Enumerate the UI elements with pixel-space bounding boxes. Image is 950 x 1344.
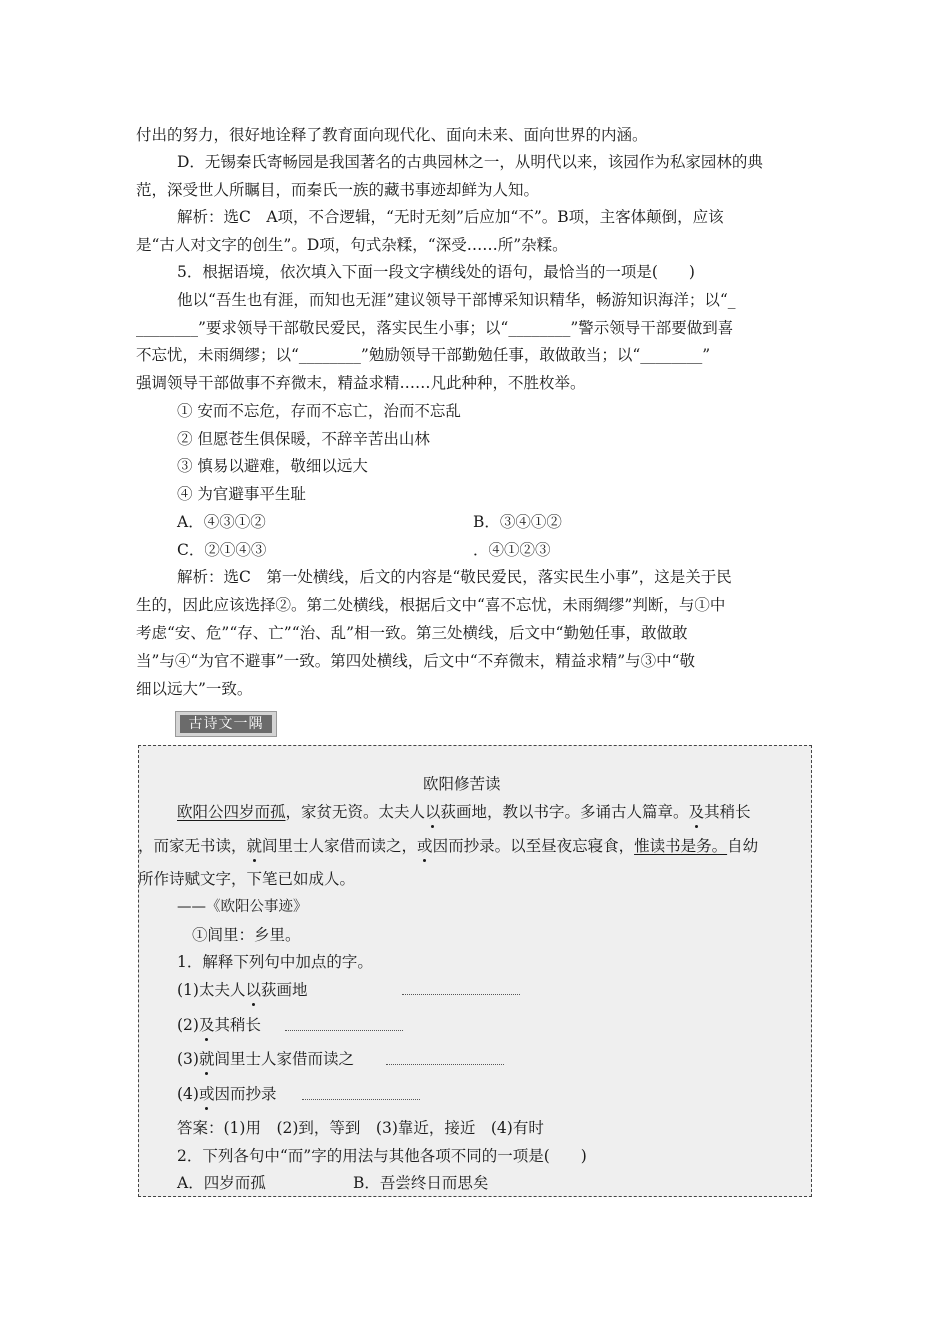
text-span: 荻画地，教以书字。多诵古人篇章。 [440, 803, 689, 821]
dotted-char: 以 [425, 803, 441, 821]
question-text: 强调领导干部做事不弃微末，精益求精……凡此种种，不胜枚举。 [136, 374, 586, 392]
option-d-line: 范，深受世人所瞩目，而秦氏一族的藏书事迹却鲜为人知。 [136, 181, 540, 199]
sub-question [177, 1015, 261, 1035]
dotted-char: 就 [198, 1050, 215, 1068]
answer-blank [285, 1030, 403, 1031]
text-span: 其稍长 [704, 803, 751, 821]
analysis-line: 生的，因此应该选择②。第二处横线，根据后文中“喜不忘忧，未雨绸缪”判断，与①中 [136, 596, 726, 614]
choice-item: ④ 为官避事平生耻 [177, 485, 306, 503]
text-span: 因而抄录 [214, 1085, 277, 1103]
analysis-line: 当”与④“为官不避事”一致。第四处横线，后文中“不弃微末，精益求精”与③中“敬 [136, 652, 696, 670]
question-text: ________”要求领导干部敬民爱民，落实民生小事；以“________”警示领导干部要做到喜 [136, 319, 734, 337]
question-text: 他以“吾生也有涯，而知也无涯”建议领导干部博采知识精华，畅游知识海洋；以“_ [177, 291, 736, 309]
choice-item: ① 安而不忘危，存而不忘亡，治而不忘乱 [177, 402, 461, 420]
analysis-line: 解析：选C 第一处横线，后文的内容是“敬民爱民，落实民生小事”，这是关于民 [177, 568, 732, 586]
analysis-line: 细以远大”一致。 [136, 680, 253, 698]
question-stem: 2．下列各句中“而”字的用法与其他各项不同的一项是( ) [177, 1147, 587, 1165]
analysis-line: 解析：选C A项，不合逻辑，“无时无刻”后应加“不”。B项，主客体颠倒，应该 [177, 208, 724, 226]
question-text: 不忘忧，未雨绸缪；以“________”勉励领导干部勤勉任事，敢做敢当；以“________” [136, 346, 711, 364]
text-span: 因而抄录。以至昼夜忘寝食， [432, 837, 635, 855]
choice-item: ② 但愿苍生俱保暖，不辞辛苦出山林 [177, 430, 430, 448]
text-span: 荻画地 [260, 981, 308, 999]
option-c: C．②①④③ [177, 541, 267, 559]
dotted-char: 或 [417, 837, 433, 855]
section-tab [175, 711, 277, 737]
passage-line: 付出的努力，很好地诠释了教育面向现代化、面向未来、面向世界的内涵。 [136, 126, 648, 144]
answer-blank [402, 994, 520, 995]
analysis-line: 考虑“安、危”“存、亡”“治、乱”相一致。第三处横线，后文中“勤勉任事，敢做敢 [136, 624, 688, 642]
poem-title: 欧阳修苦读 [423, 775, 501, 793]
question-stem: 5．根据语境，依次填入下面一段文字横线处的语句，最恰当的一项是( ) [177, 263, 695, 281]
option-a: A．④③①② [177, 513, 266, 531]
text-span: (2) [177, 1016, 199, 1034]
option-b: B．③④①② [473, 513, 562, 531]
text-span: 其稍长 [214, 1016, 261, 1034]
answer-blank [386, 1064, 504, 1065]
text-span: 闾里士人家借而读之 [214, 1050, 354, 1068]
dotted-char: 及 [198, 1016, 215, 1034]
poem-paragraph-line: 所作诗赋文字，下笔已如成人。 [138, 870, 356, 888]
analysis-line: 是“古人对文字的创生”。D项，句式杂糅，“深受……所”杂糅。 [136, 236, 568, 254]
answer-blank [302, 1099, 420, 1100]
question-stem: 1．解释下列句中加点的字。 [177, 953, 373, 971]
text-span: ，家贫无资。太夫人 [285, 803, 426, 821]
text-span: 闾里士人家借而读之， [262, 837, 418, 855]
choice-item: ③ 慎易以避难，敬细以远大 [177, 457, 368, 475]
option-d: ．④①②③ [473, 541, 551, 559]
poem-source: ——《欧阳公事迹》 [177, 899, 308, 915]
sub-question [177, 1084, 277, 1104]
dotted-char: 及 [688, 803, 705, 821]
text-span: (1)太夫人 [177, 981, 246, 999]
poem-paragraph-line [138, 836, 758, 856]
text-span: 自幼 [727, 837, 759, 855]
option-d-line: D．无锡秦氏寄畅园是我国著名的古典园林之一，从明代以来，该园作为私家园林的典 [177, 153, 763, 171]
underlined-phrase: 惟读书是务。 [634, 837, 728, 855]
sub-question [177, 980, 308, 1000]
text-span: (4) [177, 1085, 199, 1103]
dotted-char: 或 [198, 1085, 215, 1103]
text-span: (3) [177, 1050, 199, 1068]
option-b: B．吾尝终日而思矣 [353, 1174, 489, 1192]
poem-paragraph-line [177, 802, 751, 822]
text-span: ，而家无书读， [138, 837, 247, 855]
option-a: A．四岁而孤 [177, 1174, 266, 1192]
poem-note: ①闾里：乡里。 [192, 926, 301, 944]
dotted-char: 就 [246, 837, 263, 855]
dotted-char: 以 [245, 981, 261, 999]
underlined-phrase: 欧阳公四岁而孤 [177, 803, 286, 821]
sub-question [177, 1049, 354, 1069]
answer-line: 答案：(1)用 (2)到，等到 (3)靠近，接近 (4)有时 [177, 1119, 544, 1137]
section-tab-label: 古诗文一隅 [180, 715, 272, 733]
